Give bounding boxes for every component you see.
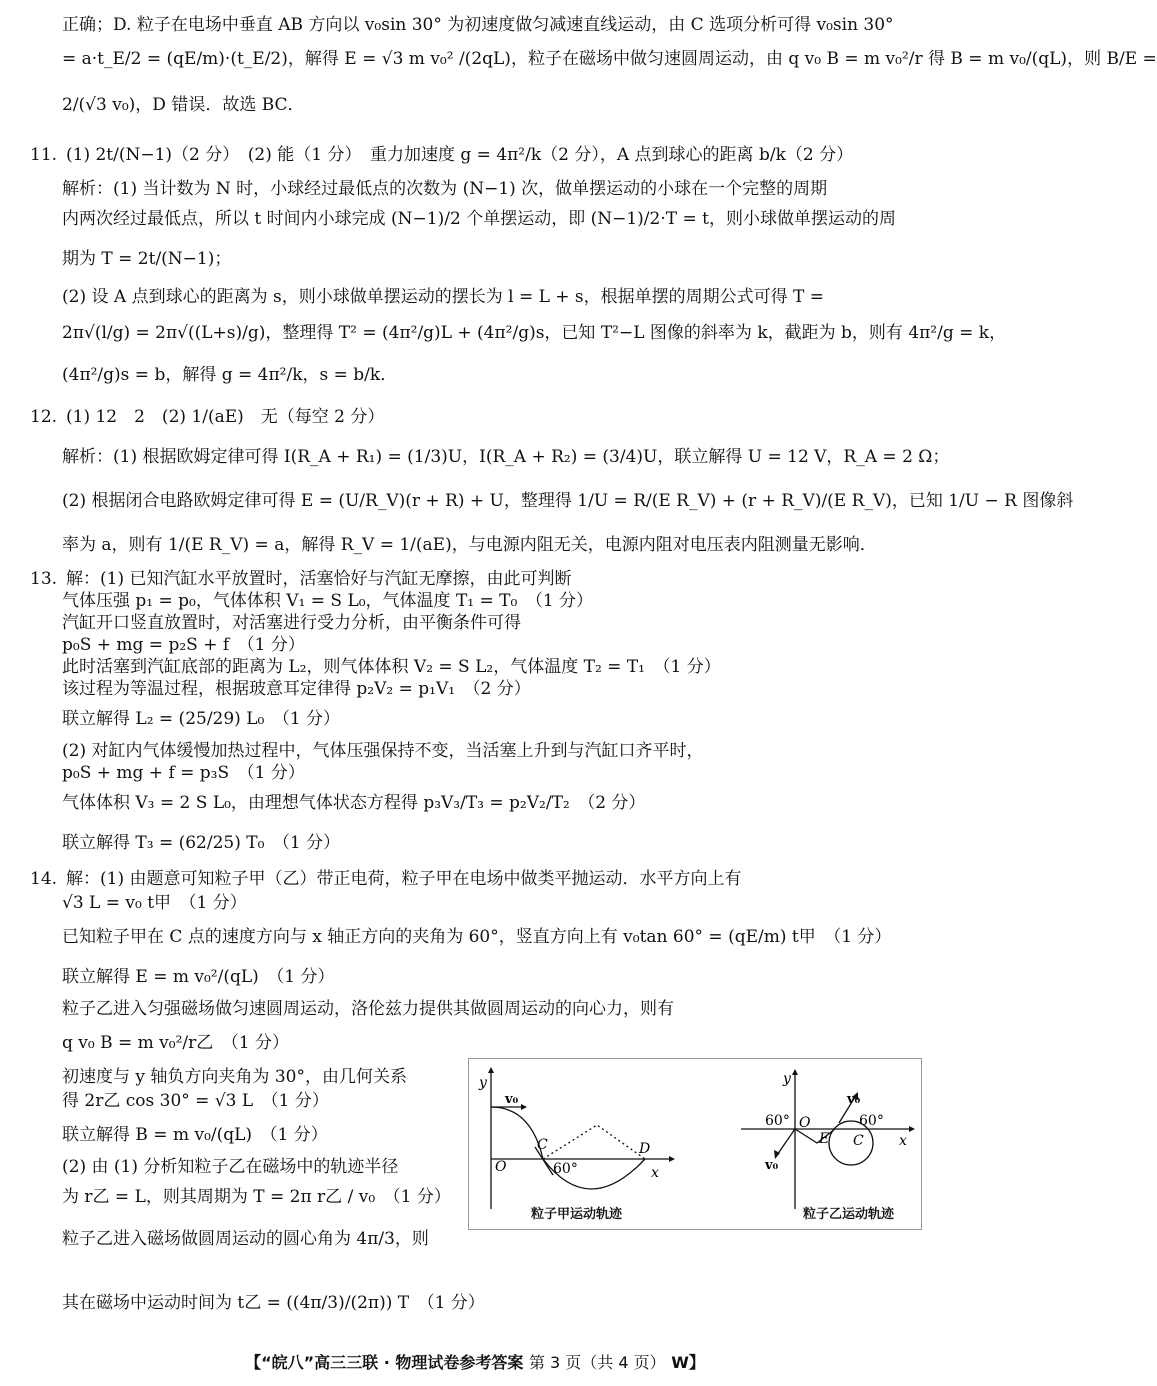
parabola-path [491,1107,543,1159]
footer-page: 第 3 页（共 4 页） [528,1353,666,1372]
text-line: 期为 T = 2t/(N−1)； [62,249,232,269]
origin-label: O [495,1159,507,1175]
problem-number: 13. [30,569,58,589]
text-line: (2) 根据闭合电路欧姆定律可得 E = (U/R_V)(r + R) + U，整理得 1/U = R/(E R_V) + (r + R_V)/(E R_V)，已知 1/U − R 图像斜 [62,491,1074,511]
text-line: 内两次经过最低点，所以 t 时间内小球完成 (N−1)/2 个单摆运动，即 (N−1)/2·T = t，则小球做单摆运动的周 [62,209,896,229]
text-line: (4π²/g)s = b，解得 g = 4π²/k，s = b/k． [62,365,398,385]
text-line: 解：(1) 由题意可知粒子甲（乙）带正电荷，粒子甲在电场中做类平抛运动．水平方向上有 [66,869,742,889]
problem-number: 14. [30,869,58,889]
trajectory-figure [468,1058,922,1230]
v0-arrow-in [777,1129,795,1155]
text-line: 已知粒子甲在 C 点的速度方向与 x 轴正方向的夹角为 60°，竖直方向上有 v₀tan 60° = (qE/m) t甲 （1 分） [62,927,892,947]
v0-in-label: v₀ [765,1158,779,1173]
answer-line: (1) 12 2 (2) 1/(aE) 无（每空 2 分） [66,407,385,427]
text-line: 粒子乙进入磁场做圆周运动的圆心角为 4π/3，则 [62,1229,429,1249]
text-line: (2) 由 (1) 分析知粒子乙在磁场中的轨迹半径 [62,1157,399,1177]
angle-label-1: 60° [765,1113,790,1129]
text-line: p₀S + mg + f = p₃S （1 分） [62,763,305,783]
v0-label: v₀ [505,1092,519,1107]
problem-number: 12. [30,407,58,427]
problem-number: 11. [30,145,58,165]
dotted-chord [543,1125,645,1159]
text-line: q v₀ B = m v₀²/r乙 （1 分） [62,1033,289,1053]
answer-line: (1) 2t/(N−1)（2 分） (2) 能（1 分） 重力加速度 g = 4π²/k（2 分），A 点到球心的距离 b/k（2 分） [66,145,854,165]
y-label: y [479,1075,487,1091]
text-line: 解析：(1) 根据欧姆定律可得 I(R_A + R₁) = (1/3)U，I(R_A + R₂) = (3/4)U，联立解得 U = 12 V，R_A = 2 Ω； [62,447,950,467]
text-line: 联立解得 L₂ = (25/29) L₀ （1 分） [62,709,341,729]
text-line: (2) 对缸内气体缓慢加热过程中，气体压强保持不变，当活塞上升到与汽缸口齐平时， [62,741,704,761]
text-line: 此时活塞到汽缸底部的距离为 L₂，则气体体积 V₂ = S L₂，气体温度 T₂ = T₁ （1 分） [62,657,721,677]
text-line: 2/(√3 v₀)，D 错误．故选 BC． [62,95,305,115]
y-label: y [783,1071,791,1087]
footer-title: 【“皖八”高三三联 · 物理试卷参考答案 [245,1353,524,1372]
text-line: 率为 a，则有 1/(E R_V) = a，解得 R_V = 1/(aE)，与电源内阻无关，电源内阻对电压表内阻测量无影响． [62,535,877,555]
text-line: 解：(1) 已知汽缸水平放置时，活塞恰好与汽缸无摩擦，由此可判断 [66,569,572,589]
text-line: 气体压强 p₁ = p₀，气体体积 V₁ = S L₀，气体温度 T₁ = T₀ （1 分） [62,591,594,611]
text-line: 该过程为等温过程，根据玻意耳定律得 p₂V₂ = p₁V₁ （2 分） [62,679,531,699]
text-line: = a·t_E/2 = (qE/m)·(t_E/2)，解得 E = √3 m v₀² /(2qL)，粒子在磁场中做匀速圆周运动，由 q v₀ B = m v₀²/r 得 B = m v₀/(qL)，则 B/E = [62,49,1157,69]
text-line: 其在磁场中运动时间为 t乙 = ((4π/3)/(2π)) T （1 分） [62,1293,485,1313]
text-line: 正确；D. 粒子在电场中垂直 AB 方向以 v₀sin 30° 为初速度做匀减速直线运动，由 C 选项分析可得 v₀sin 30° [62,15,894,35]
point-c-label: C [853,1133,864,1149]
point-d-label: D [639,1141,651,1157]
text-line: 联立解得 T₃ = (62/25) T₀ （1 分） [62,833,341,853]
left-caption: 粒子甲运动轨迹 [531,1207,623,1222]
point-e-label: E [819,1131,830,1147]
text-line: (2) 设 A 点到球心的距离为 s，则小球做单摆运动的摆长为 l = L + s，根据单摆的周期公式可得 T = [62,287,825,307]
v0-out-label: v₀ [847,1092,861,1107]
text-line: p₀S + mg = p₂S + f （1 分） [62,635,305,655]
origin-label: O [799,1115,811,1131]
text-line: 2π√(l/g) = 2π√((L+s)/g)，整理得 T² = (4π²/g)L + (4π²/g)s，已知 T²−L 图像的斜率为 k，截距为 b，则有 4π²/g = k， [62,323,1007,343]
x-label: x [651,1165,659,1181]
right-caption: 粒子乙运动轨迹 [803,1207,895,1222]
text-line: 联立解得 B = m v₀/(qL) （1 分） [62,1125,328,1145]
text-line: 解析：(1) 当计数为 N 时，小球经过最低点的次数为 (N−1) 次，做单摆运动的小球在一个完整的周期 [62,179,828,199]
point-c-label: C [537,1137,548,1153]
text-line: 联立解得 E = m v₀²/(qL) （1 分） [62,967,335,987]
text-line: 为 r乙 = L，则其周期为 T = 2π r乙 / v₀ （1 分） [62,1187,451,1207]
particle-a-diagram [488,1067,675,1209]
text-line: √3 L = v₀ t甲 （1 分） [62,893,247,913]
angle-label: 60° [553,1161,578,1177]
text-line: 初速度与 y 轴负方向夹角为 30°，由几何关系 [62,1067,407,1087]
text-line: 得 2r乙 cos 30° = √3 L （1 分） [62,1091,329,1111]
angle-label-2: 60° [859,1113,884,1129]
footer-tag: W】 [671,1353,705,1372]
text-line: 汽缸开口竖直放置时，对活塞进行受力分析，由平衡条件可得 [62,613,521,633]
x-label: x [899,1133,907,1149]
page-footer [0,1350,950,1373]
text-line: 粒子乙进入匀强磁场做匀速圆周运动，洛伦兹力提供其做圆周运动的向心力，则有 [62,999,674,1019]
text-line: 气体体积 V₃ = 2 S L₀，由理想气体状态方程得 p₃V₃/T₃ = p₂V₂/T₂ （2 分） [62,793,646,813]
